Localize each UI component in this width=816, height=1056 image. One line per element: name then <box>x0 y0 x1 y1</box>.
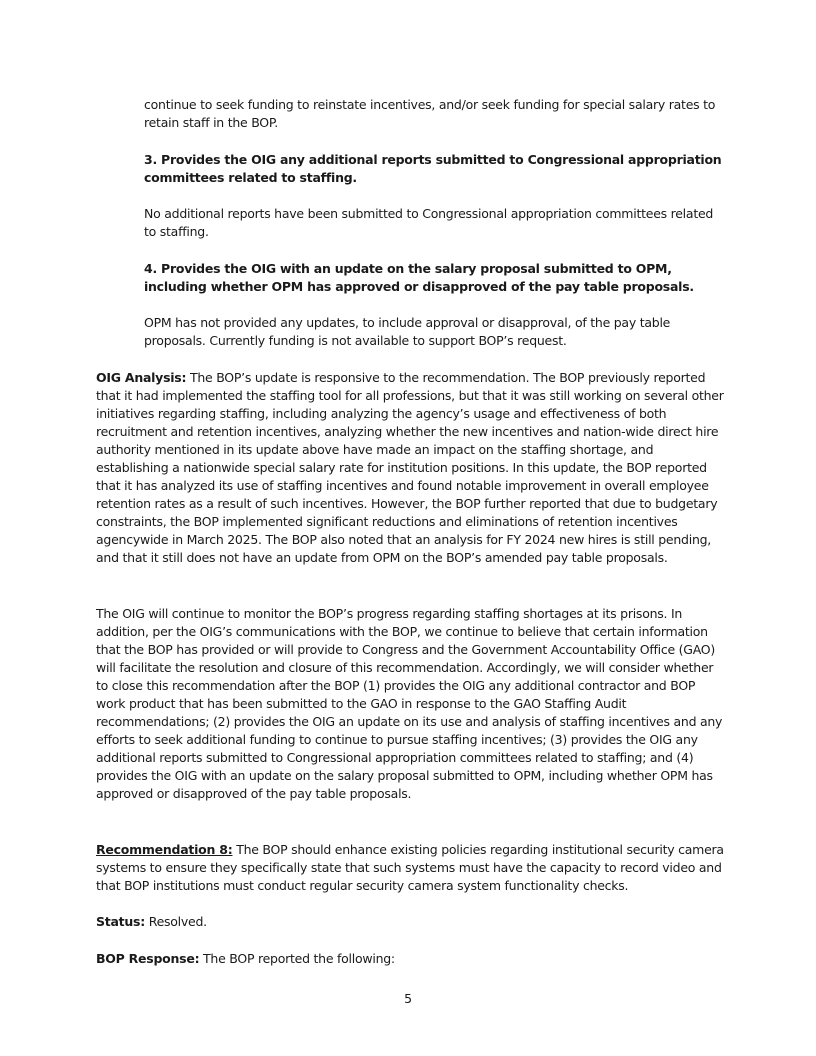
oig-analysis-label: OIG Analysis: <box>96 370 187 385</box>
bop-response-text: The BOP reported the following: <box>199 951 395 966</box>
item4-heading: 4. Provides the OIG with an update on the salary proposal submitted to OPM, including whether OPM has approved or disapproved of the pay table proposals. <box>144 261 694 294</box>
item3-heading: 3. Provides the OIG any additional reports submitted to Congressional appropriation committees related to staffing. <box>144 152 722 185</box>
status-value: Resolved. <box>144 914 207 929</box>
item3-response: No additional reports have been submitted to Congressional appropriation committees related to staffing. <box>144 206 714 239</box>
item4-response: OPM has not provided any updates, to include approval or disapproval, of the pay table proposals. Currently funding is not available to support BOP’s request. <box>144 315 671 348</box>
status-label: Status: <box>96 914 145 929</box>
bop-response-label: BOP Response: <box>96 951 200 966</box>
recommendation8-paragraph <box>96 841 724 895</box>
recommendation8-text: The BOP should enhance existing policies regarding institutional security camera systems to ensure they specifically state that such systems must have the capacity to record video and that BOP institutions must conduct regular security camera system functionality checks. <box>96 842 724 893</box>
page-number: 5 <box>404 991 412 1006</box>
continuation-paragraph: continue to seek funding to reinstate incentives, and/or seek funding for special salary rates to retain staff in the BOP. <box>144 97 716 130</box>
recommendation8-label: Recommendation 8: <box>96 842 233 857</box>
oig-analysis-paragraph <box>96 369 724 567</box>
bop-response-line <box>96 950 724 968</box>
status-line <box>96 913 724 931</box>
oig-analysis-text: The BOP’s update is responsive to the recommendation. The BOP previously reported that it had implemented the staffing tool for all professions, but that it was still working on several other initiatives regarding staffing, including analyzing the agency’s usage and effectiveness of both recruitment and retention incentives, analyzing whether the new incentives and nation-wide direct hire authority mentioned in its update above have made an impact on the staffing shortage, and establishing a nationwide special salary rate for institution positions. In this update, the BOP reported that it has analyzed its use of staffing incentives and found notable improvement in overall employee retention rates as a result of such incentives. However, the BOP further reported that due to budgetary constraints, the BOP implemented significant reductions and eliminations of retention incentives agencywide in March 2025. The BOP also noted that an analysis for FY 2024 new hires is still pending, and that it still does not have an update from OPM on the BOP’s amended pay table proposals. <box>96 370 724 565</box>
monitor-paragraph: The OIG will continue to monitor the BOP’s progress regarding staffing shortages at its prisons. In addition, per the OIG’s communications with the BOP, we continue to believe that certain information that the BOP has provided or will provide to Congress and the Government Accountability Office (GAO) will facilitate the resolution and closure of this recommendation. Accordingly, we will consider whether to close this recommendation after the BOP (1) provides the OIG any additional contractor and BOP work product that has been submitted to the GAO in response to the GAO Staffing Audit recommendations; (2) provides the OIG an update on its use and analysis of staffing incentives and any efforts to seek additional funding to continue to pursue staffing incentives; (3) provides the OIG any additional reports submitted to Congressional appropriation committees related to staffing; and (4) provides the OIG with an update on the salary proposal submitted to OPM, including whether OPM has approved or disapproved of the pay table proposals. <box>96 606 723 801</box>
